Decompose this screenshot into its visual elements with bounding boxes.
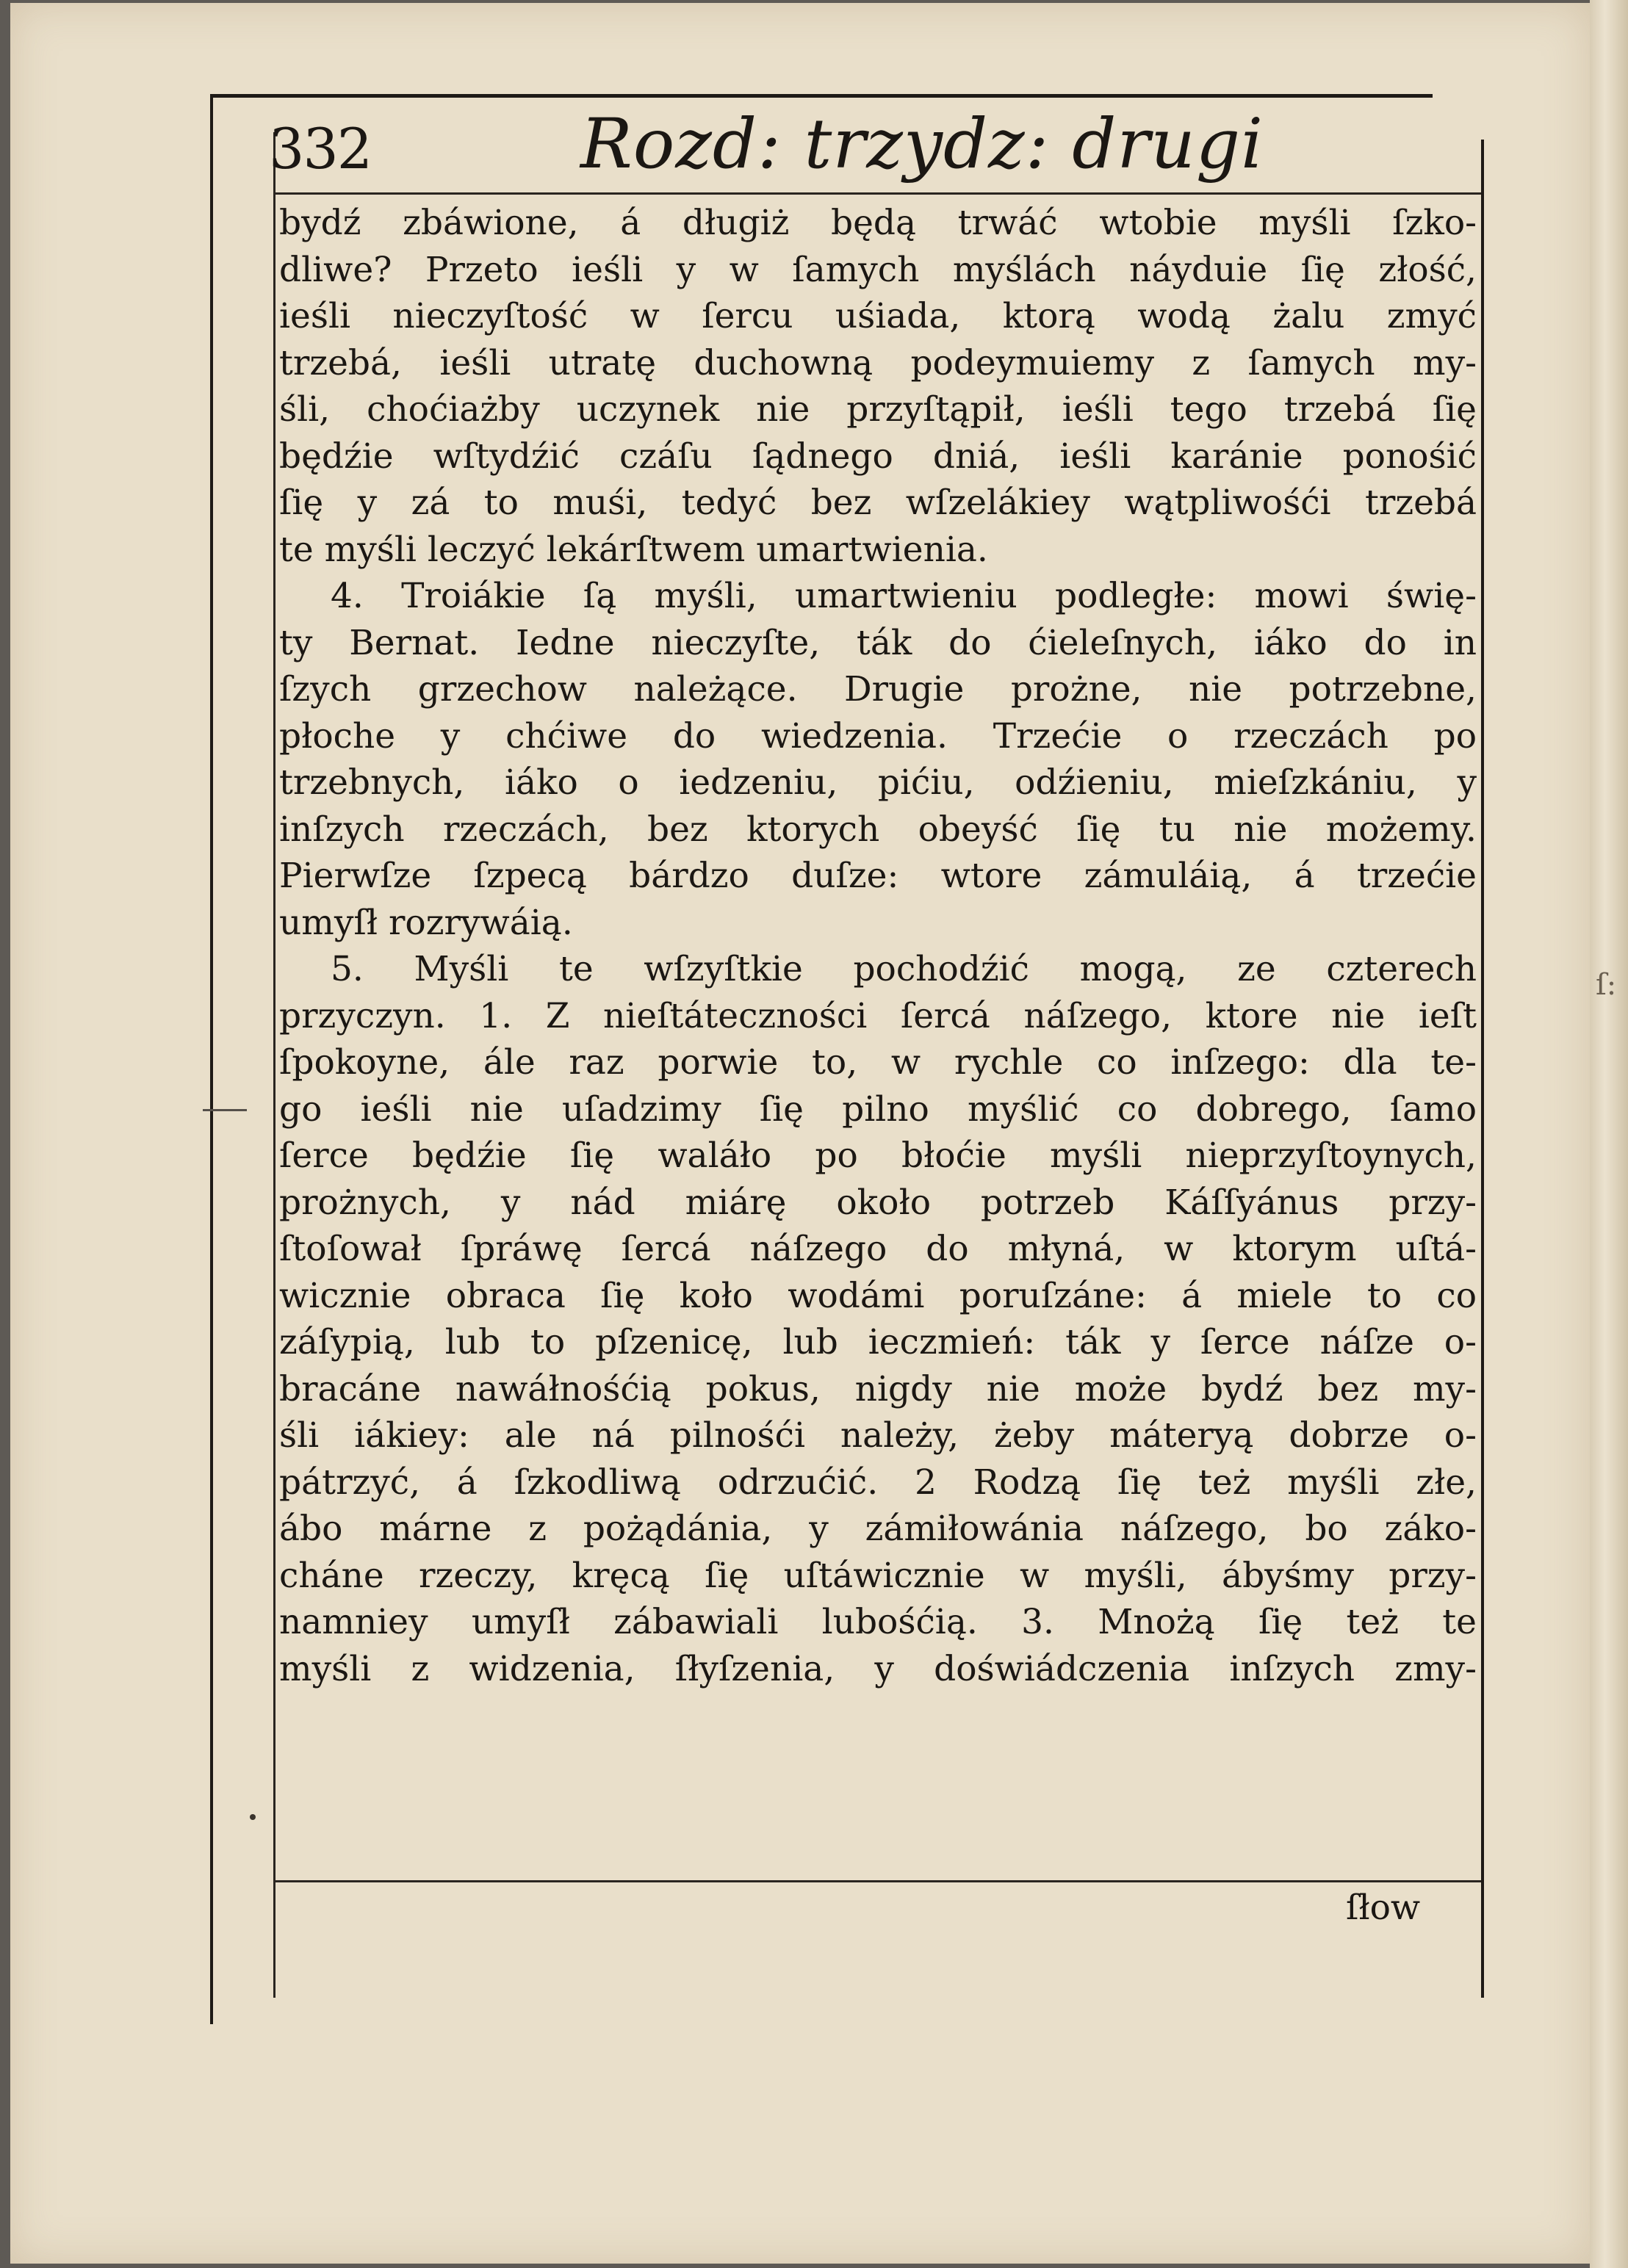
text-line: ſerce będźie ſię waláło po błoćie myśli nieprzyſtoynych,	[279, 1135, 1477, 1176]
text-line: trzebá, ieśli utratę duchowną podeymuiemy z ſamych my-	[279, 342, 1477, 383]
text-line: bracáne nawáłnośćią pokus, nigdy nie może bydź bez my-	[279, 1368, 1477, 1409]
text-line: prożnych, y nád miárę około potrzeb Káſſyánus przy-	[279, 1182, 1477, 1223]
text-line: płoche y chćiwe do wiedzenia. Trzećie o rzeczách po	[279, 715, 1477, 756]
text-line: namniey umyſł zábawiali lubośćią. 3. Mnożą ſię też te	[279, 1602, 1477, 1642]
text-line: ábo márne z pożądánia, y zámiłowánia náſzego, bo záko-	[279, 1509, 1477, 1549]
page-number: 332	[269, 116, 372, 181]
text-line: myśli z widzenia, ſłyſzenia, y doświádczenia inſzych zmy-	[279, 1648, 1477, 1689]
text-line: śli, choćiażby uczynek nie przyſtąpił, ieśli tego trzebá ſię	[279, 389, 1477, 430]
text-line: ty Bernat. Iedne nieczyſte, ták do ćieleſnych, iáko do in	[279, 622, 1477, 663]
text-line: umyſł rozrywáią.	[279, 902, 573, 943]
text-line: cháne rzeczy, kręcą ſię uſtáwicznie w myśli, ábyśmy przy-	[279, 1555, 1477, 1596]
margin-note: ſ:	[1596, 968, 1617, 1002]
text-line: ſzych grzechow należące. Drugie prożne, nie potrzebne,	[279, 669, 1477, 709]
left-outer-border-rule	[210, 94, 213, 2024]
text-line: záſypią, lub to pſzenicę, lub ieczmień: ták y ſerce náſze o-	[279, 1322, 1477, 1362]
text-line: dliwe? Przeto ieśli y w ſamych myślách náyduie ſię złość,	[279, 249, 1477, 290]
catchword: ſłow	[1346, 1888, 1421, 1928]
left-inner-border-rule	[273, 132, 275, 1998]
text-line: przyczyn. 1. Z nieſtáteczności ſercá náſzego, ktore nie ieſt	[279, 995, 1477, 1036]
text-line: inſzych rzeczách, bez ktorych obeyść ſię tu nie możemy.	[279, 809, 1477, 850]
footer-rule	[273, 1880, 1481, 1882]
top-border-rule	[210, 94, 1433, 98]
text-line: śli iákiey: ale ná pilnośći należy, żeby máteryą dobrze o-	[279, 1415, 1477, 1456]
header-rule	[273, 192, 1481, 195]
text-line: 4. Troiákie ſą myśli, umartwieniu podległe: mowi świę-	[331, 576, 1477, 616]
text-line: pátrzyć, á ſzkodliwą odrzućić. 2 Rodzą ſię też myśli złe,	[279, 1462, 1477, 1503]
adjacent-page-edge	[1590, 0, 1628, 2268]
text-line: 5. Myśli te wſzyſtkie pochodźić mogą, ze czterech	[331, 949, 1477, 989]
text-line: te myśli leczyć lekárſtwem umartwienia.	[279, 529, 988, 570]
running-head: Rozd: trzydz: drugi	[580, 104, 1264, 184]
text-line: bydź zbáwione, á długiż będą trwáć wtobie myśli ſzko-	[279, 203, 1477, 243]
text-line: ſpokoyne, ále raz porwie to, w rychle co inſzego: dla te-	[279, 1042, 1477, 1083]
margin-dot	[250, 1814, 256, 1820]
text-line: ſię y zá to muśi, tedyć bez wſzelákiey wątpliwośći trzebá	[279, 483, 1477, 523]
text-line: trzebnych, iáko o iedzeniu, pićiu, odźieniu, mieſzkániu, y	[279, 762, 1477, 803]
body-text	[279, 200, 1477, 1692]
text-line: ſtoſował ſpráwę ſercá náſzego do młyná, w ktorym uſtá-	[279, 1229, 1477, 1269]
margin-dash	[203, 1109, 247, 1111]
text-line: będźie wſtydźić czáſu ſądnego dniá, ieśli karánie ponośić	[279, 436, 1477, 477]
text-line: ieśli nieczyſtość w ſercu uśiada, ktorą wodą żalu zmyć	[279, 296, 1477, 336]
text-line: wicznie obraca ſię koło wodámi poruſzáne: á miele to co	[279, 1275, 1477, 1316]
right-border-rule	[1481, 140, 1484, 1998]
text-line: go ieśli nie uſadzimy ſię pilno myślić co dobrego, ſamo	[279, 1088, 1477, 1130]
text-line: Pierwſze ſzpecą bárdzo duſze: wtore zámuláią, á trzećie	[279, 856, 1477, 896]
